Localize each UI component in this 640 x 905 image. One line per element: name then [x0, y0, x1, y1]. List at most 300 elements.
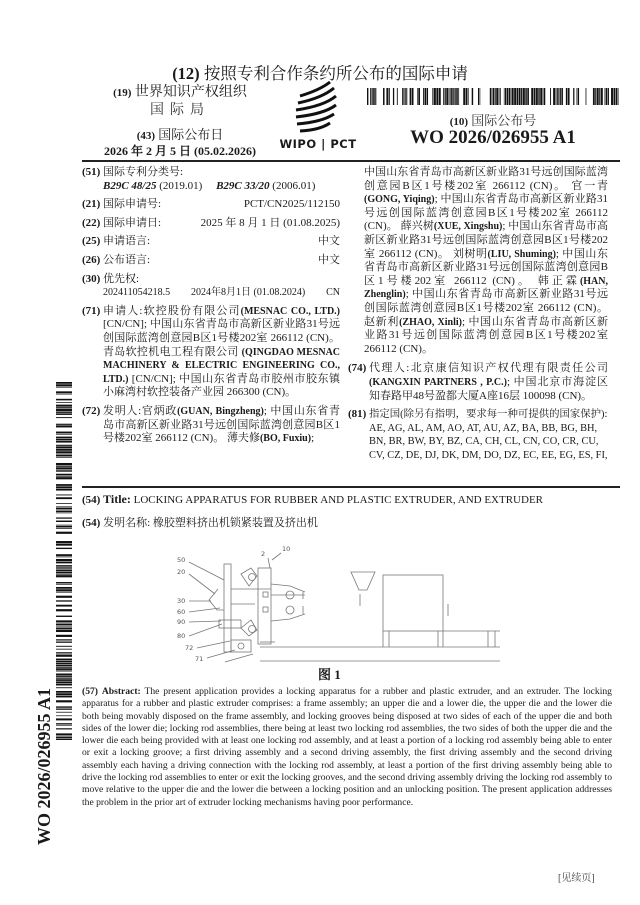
barcode-bar	[439, 88, 441, 105]
barcode-bar	[525, 88, 526, 105]
barcode-bar	[56, 449, 72, 451]
barcode-bar	[500, 88, 501, 105]
barcode-bar	[519, 88, 521, 105]
barcode-bar	[472, 88, 473, 105]
applicant-text: 软控股份有限公司	[142, 304, 241, 317]
field-code: (30)	[82, 272, 101, 285]
barcode-bar	[56, 715, 72, 716]
barcode-bar	[534, 88, 536, 105]
barcode-bar	[56, 506, 72, 507]
barcode-bar	[56, 471, 72, 472]
barcode-bar	[608, 88, 609, 105]
barcode-bar	[56, 511, 72, 512]
barcode-bar	[56, 413, 72, 415]
field-code: (51)	[82, 166, 101, 178]
barcode-bar	[367, 88, 368, 105]
barcode-bar	[490, 88, 491, 105]
barcode-bar	[56, 465, 72, 466]
priority-country: CN	[326, 287, 340, 299]
barcode-bar	[56, 474, 72, 476]
barcode-bar	[614, 88, 616, 105]
pubdate-code: (43)	[136, 130, 156, 142]
barcode-bar	[456, 88, 458, 105]
priority-date: 2024年8月1日 (01.08.2024)	[191, 287, 306, 299]
barcode-bar	[56, 737, 72, 738]
agent-label: 代理人:	[369, 362, 410, 375]
barcode-bar	[375, 88, 376, 105]
barcode-bar	[56, 405, 72, 407]
barcode-bar	[56, 589, 72, 591]
barcode-bar	[56, 554, 72, 556]
barcode-bar	[56, 532, 72, 534]
ipc-classification	[82, 166, 340, 193]
ipc-version-2: (2006.01)	[272, 179, 316, 192]
barcode-bar	[56, 575, 72, 577]
barcode-bar	[56, 434, 72, 435]
barcode-bar	[56, 425, 72, 427]
barcode-bar	[370, 88, 371, 105]
barcode-bar	[386, 88, 388, 105]
barcode-bar	[451, 88, 453, 105]
barcode-bar	[56, 652, 72, 653]
barcode-bar	[56, 437, 72, 439]
barcode-bar	[56, 409, 72, 411]
field-code: (21)	[82, 198, 101, 211]
barcode-bar	[538, 88, 539, 105]
barcode-bar	[56, 521, 72, 522]
barcode-bar	[540, 88, 542, 105]
figure-reference-label: 20	[177, 568, 186, 576]
barcode-bar	[496, 88, 498, 105]
barcode-bar	[56, 681, 72, 683]
figure-reference-label: 71	[195, 655, 204, 663]
field-code: (71)	[82, 304, 101, 317]
barcode-bar	[56, 451, 72, 453]
barcode-bar	[56, 556, 72, 557]
barcode-bar	[463, 88, 465, 105]
inventor-cont-text: ; 中国山东省青岛市高新区新业路31号远创国际蓝湾创意园B区1号楼202室 266112 (CN)。 韩正霖	[364, 247, 608, 287]
publication-date-value: 2026 年 2 月 5 日 (05.02.2026)	[104, 144, 256, 158]
barcode-bar	[56, 623, 72, 624]
figure-caption: 图 1	[318, 667, 341, 682]
title-chinese	[82, 514, 318, 530]
barcode-bar	[606, 88, 608, 105]
barcode-bar	[56, 510, 72, 511]
barcode-bar	[56, 679, 72, 681]
applicant	[82, 305, 340, 400]
barcode-bar	[56, 641, 72, 642]
header-divider	[82, 160, 620, 162]
barcode-bar	[56, 725, 72, 726]
barcode-bar	[56, 391, 72, 393]
figure-reference-label: 72	[185, 644, 194, 652]
barcode-bar	[56, 661, 72, 663]
barcode-bar	[389, 88, 390, 105]
barcode-bar	[443, 88, 444, 105]
inventor-name-en: (LIU, Shuming)	[487, 248, 556, 260]
barcode-bar	[599, 88, 600, 105]
barcode-bar	[56, 628, 72, 629]
barcode-bar	[493, 88, 494, 105]
title-label: Title:	[103, 492, 131, 506]
barcode-bar	[56, 678, 72, 679]
ipc-version-1: (2019.01)	[159, 179, 203, 192]
barcode-bar	[56, 709, 72, 710]
barcode-bar	[56, 508, 72, 509]
barcode-bar	[56, 584, 72, 585]
barcode-bar	[611, 88, 613, 105]
inventor-cont-text: ; 中国山东省青岛市高新区新业路31号远创国际蓝湾创意园B区1号楼202室 266112 (CN)。 薛兴树	[364, 193, 608, 233]
barcode-bar	[56, 568, 72, 569]
barcode-bar	[56, 525, 72, 526]
appno-value: PCT/CN2025/112150	[243, 198, 340, 211]
barcode-bar	[543, 88, 544, 105]
barcode-bar	[432, 88, 433, 105]
priority	[82, 273, 340, 300]
wipo-pct-logo-text: WIPO | PCT	[279, 137, 357, 151]
barcode-bar	[601, 88, 603, 105]
title-label-zh: 发明名称:	[103, 517, 151, 529]
barcode-bar	[56, 411, 72, 412]
applicant-label: 申请人:	[103, 304, 143, 317]
field-code: (54)	[82, 494, 101, 506]
barcode-bar	[56, 620, 72, 622]
bibliographic-right-column	[348, 166, 608, 467]
org-code: (19)	[113, 87, 132, 99]
barcode-bar	[56, 439, 72, 440]
die-column-shape	[224, 564, 231, 652]
barcode-bar	[56, 417, 72, 418]
barcode-bar	[56, 565, 72, 566]
filing-lang-label: 申请语言:	[103, 235, 151, 248]
barcode-bar	[568, 88, 570, 105]
barcode-bar	[56, 544, 72, 546]
barcode-bar	[405, 88, 406, 105]
appdate-label: 国际申请日:	[103, 216, 162, 229]
appno-label: 国际申请号:	[103, 198, 162, 211]
barcode-bar	[56, 387, 72, 388]
appdate-value: 2025 年 8 月 1 日 (01.08.2025)	[200, 216, 340, 229]
barcode-bar	[523, 88, 525, 105]
application-number	[82, 198, 340, 212]
barcode-bar	[56, 513, 72, 514]
figure-reference-label: 90	[177, 618, 186, 626]
agent-name-en: (KANGXIN PARTNERS , P.C.)	[369, 376, 507, 388]
barcode-bar	[512, 88, 514, 105]
barcode-bar	[593, 88, 595, 105]
figure-reference-label: 80	[177, 632, 186, 640]
barcode-bar	[586, 88, 587, 105]
field-code: (81)	[348, 408, 367, 421]
barcode-bar	[56, 670, 72, 671]
abstract-label: Abstract:	[101, 686, 141, 697]
barcode-bar	[56, 548, 72, 549]
patent-drawing-figure	[175, 544, 505, 664]
priority-label: 优先权:	[103, 272, 140, 285]
barcode-bar	[560, 88, 561, 105]
barcode-bar	[56, 587, 72, 589]
barcode-bar	[56, 562, 72, 564]
barcode-bar	[56, 655, 72, 657]
barcode-bar	[56, 559, 72, 561]
barcode-bar	[448, 88, 449, 105]
barcode-bar	[56, 477, 72, 479]
application-date	[82, 217, 340, 231]
barcode-bar	[56, 696, 72, 698]
barcode-bar	[605, 88, 606, 105]
barcode-bar	[468, 88, 469, 105]
applicant-name-en-2: (QINGDAO MESNAC MACHINERY & ELECTRIC ENGINEERING CO., LTD.)	[103, 346, 341, 385]
barcode-bar	[56, 624, 72, 625]
barcode-bar	[56, 639, 72, 640]
barcode-bar	[56, 706, 72, 707]
barcode-bar	[566, 88, 567, 105]
barcode-bar	[511, 88, 512, 105]
publication-number: WO 2026/026955 A1	[410, 127, 576, 148]
side-publication-number: WO 2026/026955 A1	[34, 687, 54, 845]
ipc-label: 国际专利分类号:	[103, 166, 184, 178]
hopper-shape	[351, 572, 375, 590]
barcode-bar	[504, 88, 505, 105]
abstract	[82, 686, 612, 809]
barcode-bar	[56, 642, 72, 643]
plate-shape	[258, 568, 271, 644]
barcode-bar	[577, 88, 578, 105]
inventor-cont-text: ; 中国山东省青岛市高新区新业路31号远创国际蓝湾创意园B区1号楼202室 266112 (CN)。 赵新利	[364, 288, 608, 328]
barcode-bar	[56, 646, 72, 647]
barcode-bar	[56, 486, 72, 488]
barcode-bar	[56, 627, 72, 628]
barcode-bar	[56, 399, 72, 401]
barcode-bar	[56, 574, 72, 575]
barcode-bar	[427, 88, 428, 105]
barcode-bar	[373, 88, 375, 105]
agent-text: 北京康信知识产权代理有限责任公司	[409, 362, 608, 375]
field-code: (54)	[82, 517, 101, 529]
inventor-cont-text: ; 中国山东省青岛市高新区新业路31号远创国际蓝湾创意园B区1号楼202室 266112 (CN)。	[364, 315, 609, 355]
pubdate-label-text: 国际公布日	[158, 127, 224, 142]
barcode-bar	[553, 88, 555, 105]
title-text-en: LOCKING APPARATUS FOR RUBBER AND PLASTIC EXTRUDER, AND EXTRUDER	[133, 494, 544, 506]
barcode-bar	[56, 687, 72, 688]
barcode-bar	[56, 663, 72, 664]
barcode-bar	[56, 668, 72, 670]
barcode-bar	[505, 88, 506, 105]
barcode-bar	[56, 457, 72, 458]
barcode-bar	[56, 526, 72, 527]
barcode-bar	[517, 88, 518, 105]
ipc-class-2: B29C 33/20	[216, 179, 270, 192]
barcode-bar	[56, 454, 72, 455]
inventor-name-en: (ZHAO, Xinli)	[399, 316, 462, 328]
barcode-bar	[56, 596, 72, 598]
barcode-bar	[56, 605, 72, 607]
field-code: (57)	[82, 686, 98, 697]
barcode-bar	[544, 88, 545, 105]
figure-reference-label: 30	[177, 597, 186, 605]
barcode-bar	[56, 446, 72, 448]
barcode-bar	[56, 494, 72, 495]
barcode-bar	[425, 88, 426, 105]
org-subtitle: 国际局	[150, 103, 210, 118]
barcode-bar	[56, 445, 72, 446]
barcode-bar	[56, 394, 72, 395]
pubno-label-text: 国际公布号	[471, 113, 537, 128]
agent-address: ; 中国北京市海淀区知春路甲48号盈都大厦A座16层 100098 (CN)。	[369, 375, 608, 402]
barcode-bar	[56, 691, 72, 693]
barcode-bar	[56, 476, 72, 477]
barcode-bar	[578, 88, 579, 105]
barcode-bar	[465, 88, 467, 105]
applicant-name-en: (MESNAC CO., LTD.)	[240, 305, 341, 317]
barcode-bar	[56, 736, 72, 737]
barcode-bar	[56, 707, 72, 708]
figure-reference-label: 60	[177, 608, 186, 616]
barcode-bar	[480, 88, 481, 105]
barcode-bar	[56, 384, 72, 386]
ipc-class-1: B29C 48/25	[103, 179, 157, 192]
barcode-bar	[56, 528, 72, 529]
barcode-bar	[56, 676, 72, 677]
barcode-bar	[56, 582, 72, 583]
field-code: (74)	[348, 362, 367, 375]
barcode-bar	[56, 673, 72, 675]
barcode-bar	[531, 88, 533, 105]
barcode-bar	[417, 88, 418, 105]
bracket-shape	[209, 589, 224, 610]
barcode-bar	[56, 592, 72, 593]
barcode-bar	[56, 723, 72, 724]
field-code: (25)	[82, 235, 101, 248]
priority-number: 202411054218.5	[103, 287, 171, 299]
barcode-bar	[550, 88, 551, 105]
barcode-bar	[410, 88, 412, 105]
barcode-bar	[514, 88, 516, 105]
barcode-bar	[478, 88, 479, 105]
barcode-bar	[434, 88, 436, 105]
barcode-bar	[56, 718, 72, 720]
org-name: 世界知识产权组织	[134, 85, 247, 100]
barcode-bar	[56, 600, 72, 601]
barcode-bar	[56, 382, 72, 384]
inventor-name-en: (XUE, Xingshu)	[433, 221, 503, 233]
barcode-bar	[616, 88, 617, 105]
designated-states-text: 指定国(除另有指明，要求每一种可提供的国家保护): AE, AG, AL, AM, AO, AT, AU, AZ, BA, BB, BG, BH, BN, BR, BW, BY, BZ, CA, CH, CL, CN, CO, CR, CU, CV, CZ, DE, DJ, DK, DM, DO, DZ, EC, EE, EG, ES, FI,	[369, 409, 608, 461]
designated-states	[348, 408, 608, 462]
barcode-bar	[56, 567, 72, 568]
barcode-bar	[492, 88, 493, 105]
inventor-name-en: (HAN, Zhenglin)	[364, 275, 608, 301]
barcode-bar	[56, 489, 72, 491]
inventor-cont-text: ; 中国山东省青岛市高新区新业路31号远创国际蓝湾创意园B区1号楼202室 266112 (CN)。 刘树明	[364, 220, 609, 260]
figure-reference-label: 2	[261, 550, 266, 558]
barcode-bar	[436, 88, 438, 105]
figure-reference-label: 50	[177, 556, 186, 564]
title-english	[82, 492, 543, 507]
barcode-bar	[56, 684, 72, 686]
field-code: (72)	[82, 404, 101, 417]
barcode-bar	[372, 88, 373, 105]
barcode-bar	[507, 88, 508, 105]
wipo-globe-logo-icon	[290, 80, 346, 136]
barcode-bar	[56, 402, 72, 403]
barcode-bar	[56, 712, 72, 713]
publication-date-label	[100, 124, 260, 143]
filing-lang-value: 中文	[318, 235, 340, 248]
barcode-bar	[56, 626, 72, 627]
barcode-bar	[56, 503, 72, 504]
barcode-bar	[56, 635, 72, 637]
barcode-bar	[56, 653, 72, 654]
continued-on-next-page: [见续页]	[558, 873, 595, 884]
barcode-bar	[56, 517, 72, 518]
barcode-bar	[56, 630, 72, 632]
barcode-bar	[56, 572, 72, 573]
field-code: (26)	[82, 253, 101, 266]
barcode-bar	[56, 665, 72, 666]
barcode-bar	[458, 88, 459, 105]
figure-reference-label: 10	[282, 545, 291, 553]
barcode-bar	[56, 541, 72, 543]
barcode-bar	[536, 88, 538, 105]
lock-block-shape	[219, 620, 241, 628]
barcode-bar	[56, 441, 72, 443]
inventor-address: ; 中国山东省青岛市高新区新业路31号远创国际蓝湾创意园B区1号楼202室 266112 (CN)。 薄夫修	[103, 404, 340, 445]
barcode-bar	[509, 88, 510, 105]
header-title-text: 按照专利合作条约所公布的国际申请	[203, 64, 468, 83]
barcode-bar	[56, 733, 72, 735]
barcode-icon	[367, 88, 619, 105]
filing-language	[82, 235, 340, 249]
title-divider	[82, 486, 620, 488]
barcode-bar	[56, 484, 72, 486]
inventor-name-en: (GUAN, Bingzheng)	[177, 405, 264, 417]
inventor-label: 发明人:	[103, 404, 142, 417]
applicant-address: [CN/CN]; 中国山东省青岛市高新区新业路31号远创国际蓝湾创意园B区1号楼202室 266112 (CN)。 青岛软控机电工程有限公司	[103, 318, 340, 358]
barcode-bar	[402, 88, 403, 105]
inventor-sep: ;	[311, 432, 315, 445]
barcode-bar	[393, 88, 394, 105]
barcode-bar	[556, 88, 557, 105]
barcode-bar	[383, 88, 384, 105]
barcode-bar	[412, 88, 414, 105]
barcode-bar	[453, 88, 454, 105]
barcode-bar	[495, 88, 496, 105]
inventor	[82, 405, 340, 446]
barcode-bar	[521, 88, 522, 105]
barcode-bar	[56, 667, 72, 668]
barcode-bar	[454, 88, 455, 105]
barcode-bar	[56, 432, 72, 434]
barcode-bar	[56, 700, 72, 702]
inventor-name-en: (GONG, Yiqing)	[364, 194, 435, 206]
title-text-zh: 橡胶塑料挤出机锁紧装置及挤出机	[152, 517, 318, 529]
barcode-bar	[56, 463, 72, 465]
side-barcode-icon	[56, 382, 72, 740]
inventor-text: 官炳政	[141, 404, 178, 417]
pubno-code: (10)	[449, 116, 469, 128]
barcode-bar	[446, 88, 448, 105]
barcode-bar	[56, 659, 72, 661]
barcode-bar	[418, 88, 420, 105]
barcode-bar	[397, 88, 398, 105]
inventor-continued	[364, 166, 608, 356]
barcode-bar	[595, 88, 596, 105]
pub-lang-value: 中文	[318, 253, 340, 266]
barcode-bar	[597, 88, 599, 105]
agent	[348, 362, 608, 403]
barcode-bar	[56, 693, 72, 695]
